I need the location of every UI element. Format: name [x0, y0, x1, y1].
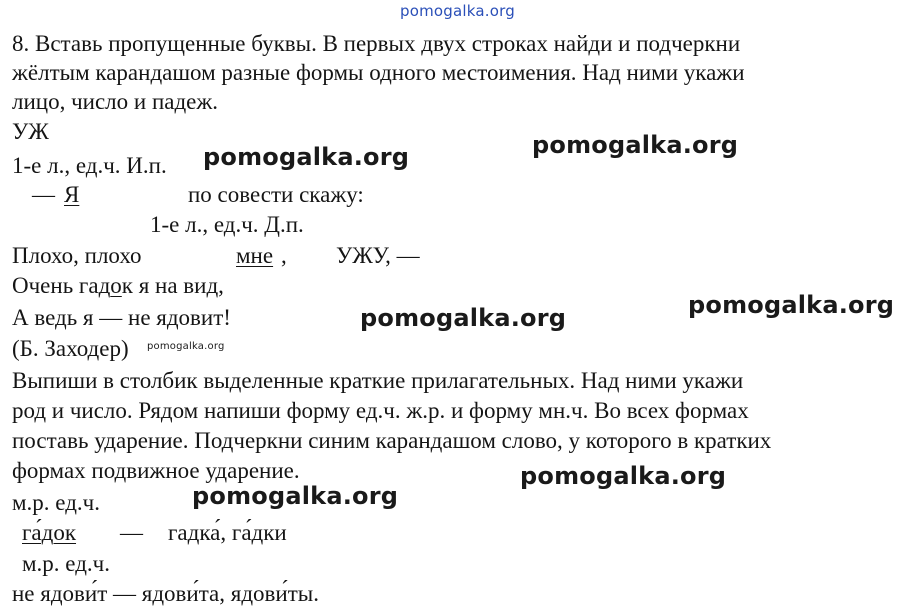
poem-line-3-before: Очень гад: [12, 273, 111, 298]
poem-dash-1: —: [32, 182, 55, 207]
pronoun-ya: Я: [64, 182, 80, 207]
poem-line-2-start: Плохо, плохо: [12, 243, 142, 268]
watermark-5: pomogalka.org: [520, 462, 727, 490]
poem-author: (Б. Заходер): [12, 336, 129, 361]
answer-dash: —: [120, 520, 143, 545]
pronoun-mne: мне: [236, 243, 274, 268]
watermark-top: pomogalka.org: [400, 2, 515, 20]
watermark-6: pomogalka.org: [192, 482, 399, 510]
poem-label-2: 1-е л., ед.ч. Д.п.: [150, 212, 304, 237]
poem-line-1-rest: по совести скажу:: [188, 182, 364, 207]
watermark-small: pomogalka.org: [147, 341, 225, 352]
poem-line-3: [12, 272, 224, 300]
task2-line-3: поставь ударение. Подчеркни синим карандашом слово, у которого в кратких: [12, 428, 772, 453]
poem-line-4: А ведь я — не ядовит!: [12, 305, 231, 330]
poem-label-1: 1-е л., ед.ч. И.п.: [12, 153, 167, 178]
inserted-letter-o: о: [110, 273, 122, 298]
answer-line-2: не ядови́т — ядови́та, ядови́ты.: [12, 581, 319, 606]
task1-line-3: лицо, число и падеж.: [12, 89, 219, 114]
watermark-2: pomogalka.org: [532, 131, 739, 159]
task1-line-1: 8. Вставь пропущенные буквы. В первых двух строках найди и подчеркни: [12, 31, 741, 56]
task2-line-4: формах подвижное ударение.: [12, 458, 300, 483]
watermark-1: pomogalka.org: [203, 143, 410, 171]
poem-line-3-after: к я на вид,: [121, 273, 224, 298]
answer-label-2: м.р. ед.ч.: [22, 551, 110, 576]
task2-line-1: Выпиши в столбик выделенные краткие прилагательных. Над ними укажи: [12, 368, 744, 393]
poem-line-2-end: УЖУ, —: [336, 243, 420, 268]
task2-line-2: род и число. Рядом напиши форму ед.ч. ж.р. и форму мн.ч. Во всех формах: [12, 398, 749, 423]
answer-word-gadok: га́док: [22, 520, 77, 545]
task1-line-2: жёлтым карандашом разные формы одного местоимения. Над ними укажи: [12, 60, 745, 85]
answer-forms-1: гадка́, га́дки: [168, 520, 287, 545]
watermark-4: pomogalka.org: [360, 304, 567, 332]
poem-line-2-comma: ,: [281, 243, 287, 268]
watermark-3: pomogalka.org: [688, 291, 895, 319]
poem-heading: УЖ: [12, 119, 49, 144]
answer-label-1: м.р. ед.ч.: [12, 490, 100, 515]
